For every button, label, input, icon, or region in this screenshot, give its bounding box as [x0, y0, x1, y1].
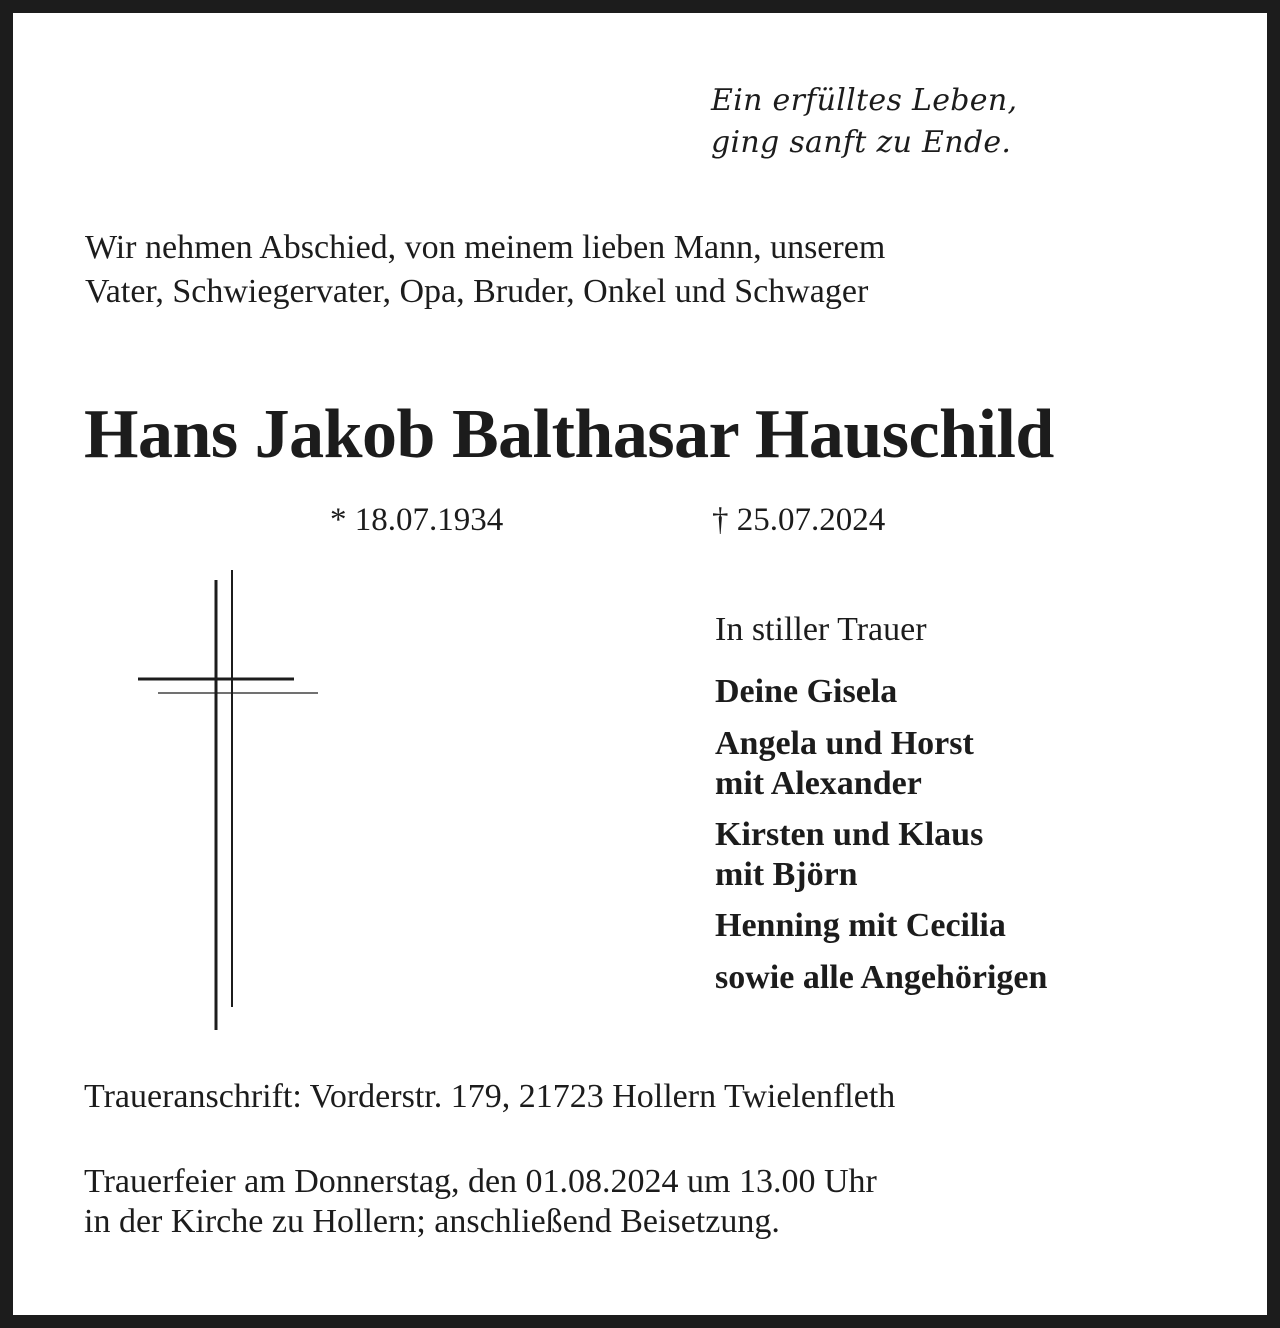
funeral-service-info	[84, 1162, 877, 1242]
mourner-entry: Kirsten und Klaus mit Björn	[715, 816, 984, 893]
birth-date: * 18.07.1934	[330, 502, 504, 538]
mourner-entry: Henning mit Cecilia	[715, 907, 1006, 944]
mourner-entry: Angela und Horst mit Alexander	[715, 725, 974, 802]
mourning-heading: In stiller Trauer	[715, 611, 927, 648]
service-line-1: Trauerfeier am Donnerstag, den 01.08.2024 um 13.00 Uhr	[84, 1163, 877, 1200]
intro-text	[85, 226, 885, 314]
motto	[711, 80, 1017, 164]
deceased-name: Hans Jakob Balthasar Hauschild	[84, 396, 1054, 473]
intro-line-1: Wir nehmen Abschied, von meinem lieben Mann, unserem	[85, 229, 886, 266]
mourners-list	[715, 672, 1047, 1010]
mourner-entry: sowie alle Angehörigen	[715, 959, 1048, 996]
service-line-2: in der Kirche zu Hollern; anschließend Beisetzung.	[84, 1203, 780, 1240]
cross-icon	[130, 565, 330, 1035]
motto-line-1: Ein erfülltes Leben,	[711, 83, 1018, 118]
mourning-address: Traueranschrift: Vorderstr. 179, 21723 Hollern Twielenfleth	[84, 1078, 896, 1115]
death-date: † 25.07.2024	[712, 502, 886, 538]
motto-line-2: ging sanft zu Ende.	[711, 125, 1012, 160]
mourner-entry: Deine Gisela	[715, 673, 898, 710]
intro-line-2: Vater, Schwiegervater, Opa, Bruder, Onkel und Schwager	[85, 273, 869, 310]
